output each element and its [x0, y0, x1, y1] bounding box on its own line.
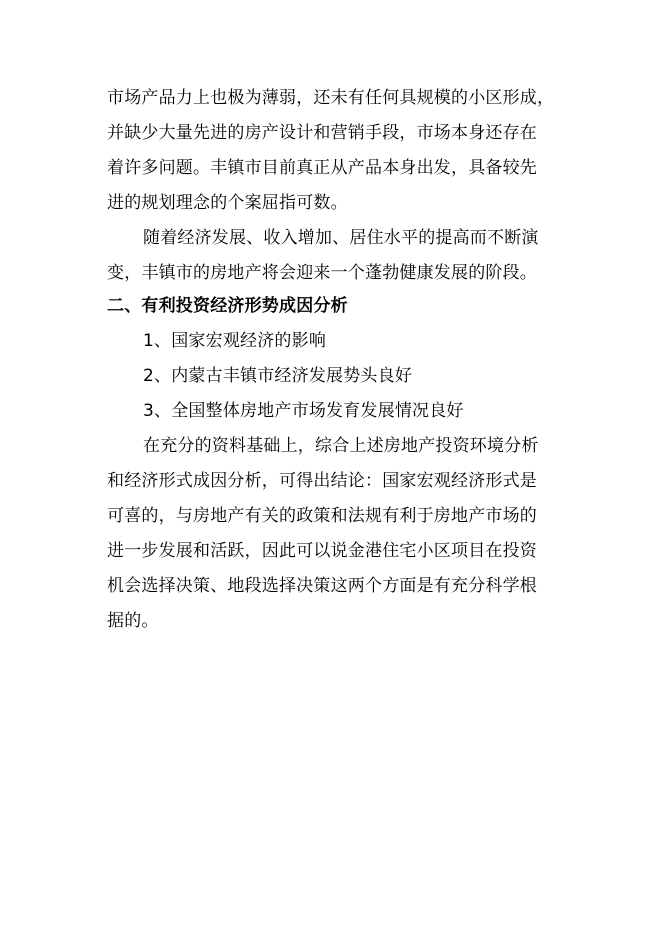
- text-line: 市场产品力上也极为薄弱，还未有任何具规模的小区形成，: [107, 88, 555, 108]
- text-line: 据的。: [107, 611, 159, 631]
- text-line: 着许多问题。丰镇市目前真正从产品本身出发，具备较先: [107, 158, 537, 178]
- list-item: 3、全国整体房地产市场发育发展情况良好: [143, 401, 464, 421]
- text-line: 随着经济发展、收入增加、居住水平的提高而不断演: [143, 228, 539, 248]
- list-item: 2、内蒙古丰镇市经济发展势头良好: [143, 366, 413, 386]
- text-line: 并缺少大量先进的房产设计和营销手段，市场本身还存在: [107, 123, 537, 143]
- list-item: 1、国家宏观经济的影响: [143, 331, 327, 351]
- text-line: 可喜的，与房地产有关的政策和法规有利于房地产市场的: [107, 506, 537, 526]
- text-line: 进的规划理念的个案屈指可数。: [107, 193, 348, 213]
- text-line: 进一步发展和活跃，因此可以说金港住宅小区项目在投资: [107, 541, 537, 561]
- text-line: 变，丰镇市的房地产将会迎来一个蓬勃健康发展的阶段。: [107, 263, 537, 283]
- section-heading: 二、有利投资经济形势成因分析: [107, 296, 348, 316]
- text-line: 在充分的资料基础上，综合上述房地产投资环境分析: [143, 436, 539, 456]
- text-line: 和经济形式成因分析，可得出结论：国家宏观经济形式是: [107, 471, 537, 491]
- text-line: 机会选择决策、地段选择决策这两个方面是有充分科学根: [107, 576, 537, 596]
